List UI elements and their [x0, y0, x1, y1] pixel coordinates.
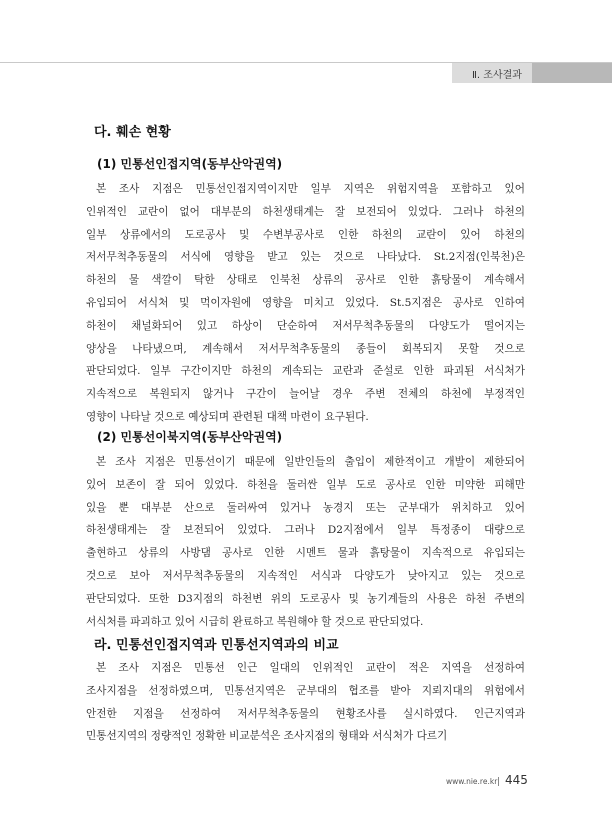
- text-line: 있을 뿐 대부분 산으로 둘러싸여 있거나 농경지 또는 군부대가 위치하고 있어: [86, 501, 525, 514]
- chapter-header: Ⅱ. 조사결과: [472, 70, 522, 81]
- header-edge-block: [532, 63, 612, 83]
- text-line: 민통선지역의 정량적인 정확한 비교분석은 조사지점의 형태와 서식처가 다르기: [86, 730, 448, 743]
- text-line: 조사지점을 선정하였으며, 민통선지역은 군부대의 협조를 받아 지뢰지대의 위험에서: [86, 684, 525, 697]
- text-line: 하천이 채널화되어 있고 하상이 단순하여 저서무척추동물의 다양도가 떨어지는: [86, 319, 525, 332]
- text-line: 본 조사 지점은 민통선인접지역이지만 일부 지역은 위험지역을 포함하고 있어: [96, 183, 525, 195]
- footer-separator: [498, 777, 499, 786]
- section-title-ra: 라. 민통선인접지역과 민통선지역과의 비교: [94, 638, 339, 653]
- text-line: 하천생태계는 잘 보전되어 있었다. 그러나 D2지점에서 일부 특정종이 대량으로: [86, 524, 525, 537]
- page-number: 445: [505, 773, 528, 787]
- text-line: 본 조사 지점은 민통선이기 때문에 일반인들의 출입이 제한적이고 개발이 제한되어: [96, 456, 525, 468]
- text-line: 출현하고 상류의 사방댐 공사로 인한 시멘트 물과 흙탕물이 지속적으로 유입되는: [86, 547, 525, 560]
- section-title-da: 다. 훼손 현황: [94, 125, 171, 140]
- subsection-title-1: (1) 민통선인접지역(동부산악권역): [97, 157, 283, 171]
- text-line: 유입되어 서식처 및 먹이자원에 영향을 미치고 있었다. St.5지점은 공사로 인하여: [86, 296, 525, 309]
- text-line: 서식처를 파괴하고 있어 시급히 완료하고 복원해야 할 것으로 판단되었다.: [86, 615, 424, 628]
- paragraph-3: [86, 657, 525, 748]
- text-line: 안전한 지점을 선정하여 저서무척추동물의 현황조사를 실시하였다. 인근지역과: [86, 707, 525, 720]
- text-line: 지속적으로 복원되지 않거나 구간이 늘어날 경우 주변 전체의 하천에 부정적인: [86, 388, 525, 401]
- subsection-title-2: (2) 민통선이북지역(동부산악권역): [97, 430, 283, 444]
- text-line: 판단되었다. 일부 구간이지만 하천의 계속되는 교란과 준설로 인한 파괴된 서식처가: [86, 365, 525, 378]
- text-line: 있어 보존이 잘 되어 있었다. 하천을 둘러싼 일부 도로 공사로 인한 미약한 피해만: [86, 478, 525, 491]
- text-line: 저서무척추동물의 서식에 영향을 받고 있는 것으로 나타났다. St.2지점(인북천)은: [86, 251, 525, 264]
- paragraph-1: [86, 178, 525, 429]
- text-line: 영향이 나타날 것으로 예상되며 관련된 대책 마련이 요구된다.: [86, 410, 369, 423]
- text-line: 일부 상류에서의 도로공사 및 수변부공사로 인한 하천의 교란이 있어 하천의: [86, 228, 525, 241]
- paragraph-2: [86, 451, 525, 633]
- footer-url: www.nie.re.kr: [446, 777, 498, 786]
- text-line: 양상을 나타냈으며, 계속해서 저서무척추동물의 종들이 회복되지 못할 것으로: [86, 342, 525, 355]
- text-line: 것으로 보아 저서무척추동물의 지속적인 서식과 다양도가 낮아지고 있는 것으로: [86, 569, 525, 582]
- text-line: 본 조사 지점은 민통선 인근 일대의 인위적인 교란이 적은 지역을 선정하여: [96, 662, 525, 674]
- text-line: 하천의 물 색깔이 탁한 상태로 인북천 상류의 공사로 인한 흙탕물이 계속해서: [86, 274, 525, 287]
- text-line: 판단되었다. 또한 D3지점의 하천변 위의 도로공사 및 농기계들의 사용은 하천 주변의: [86, 592, 525, 605]
- text-line: 인위적인 교란이 없어 대부분의 하천생태계는 잘 보전되어 있었다. 그러나 하천의: [86, 205, 525, 218]
